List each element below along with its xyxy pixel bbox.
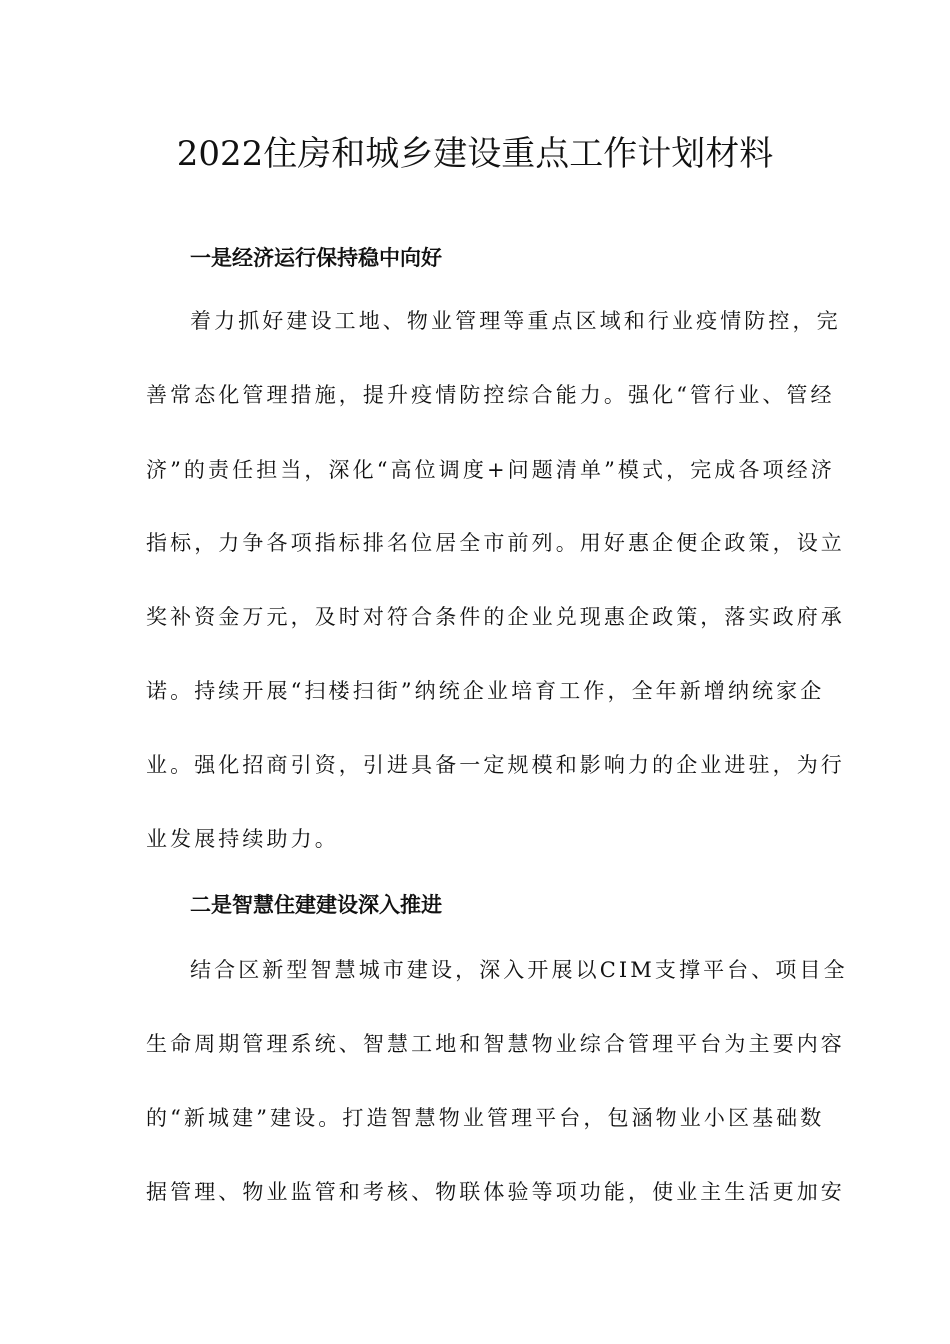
paragraph-line: 指标，力争各项指标排名位居全市前列。用好惠企便企政策，设立 <box>146 531 845 555</box>
paragraph-line: 奖补资金万元，及时对符合条件的企业兑现惠企政策，落实政府承 <box>146 605 845 629</box>
document-title: 2022住房和城乡建设重点工作计划材料 <box>176 134 774 174</box>
paragraph-line: 济”的责任担当，深化“高位调度+问题清单”模式，完成各项经济 <box>146 458 835 482</box>
paragraph-line: 的“新城建”建设。打造智慧物业管理平台，包涵物业小区基础数 <box>146 1106 825 1130</box>
paragraph-line: 生命周期管理系统、智慧工地和智慧物业综合管理平台为主要内容 <box>146 1032 845 1056</box>
paragraph-line: 着力抓好建设工地、物业管理等重点区域和行业疫情防控，完 <box>190 309 841 333</box>
section-heading-smart-construction: 二是智慧住建建设深入推进 <box>190 893 442 917</box>
paragraph-line: 业。强化招商引资，引进具备一定规模和影响力的企业进驻，为行 <box>146 753 845 777</box>
paragraph-line: 业发展持续助力。 <box>146 827 339 851</box>
paragraph-line: 据管理、物业监管和考核、物联体验等项功能，使业主生活更加安 <box>146 1180 845 1204</box>
paragraph-line: 诺。持续开展“扫楼扫街”纳统企业培育工作，全年新增纳统家企 <box>146 679 825 703</box>
section-heading-economy: 一是经济运行保持稳中向好 <box>190 246 442 270</box>
paragraph-line: 善常态化管理措施，提升疫情防控综合能力。强化“管行业、管经 <box>146 383 835 407</box>
paragraph-line: 结合区新型智慧城市建设，深入开展以CIM支撑平台、项目全 <box>190 958 848 982</box>
